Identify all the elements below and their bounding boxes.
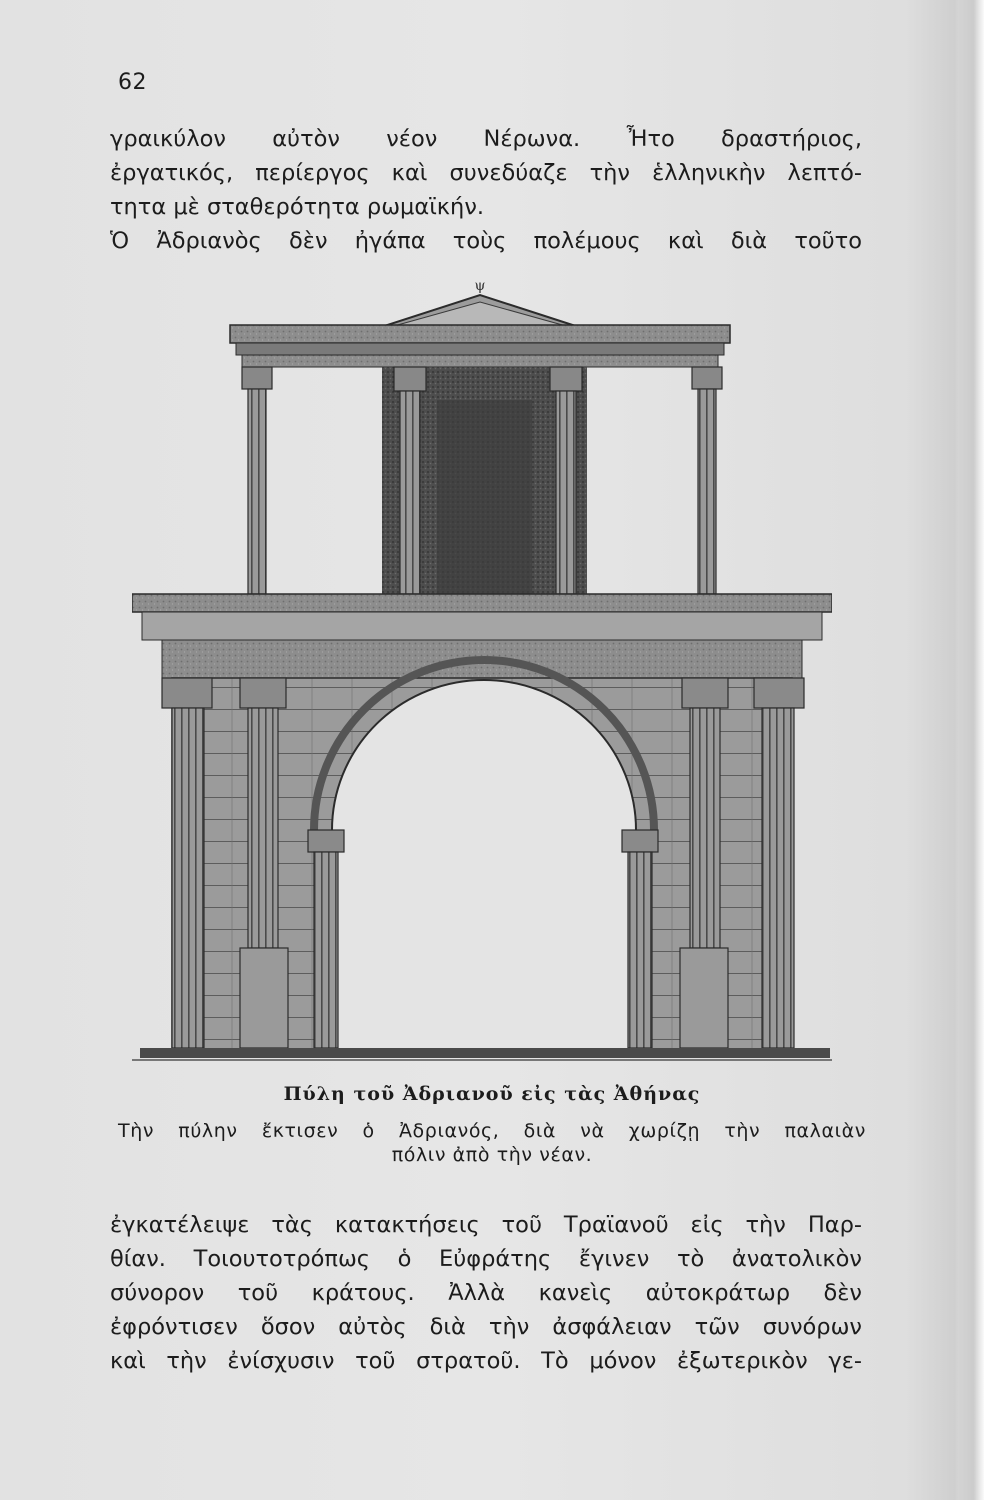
- caption-line: Τὴν πύλην ἔκτισεν ὁ Ἀδριανός, διὰ νὰ χωρίζῃ τὴν παλαιὰν: [118, 1120, 866, 1142]
- text-line: γραικύλον αὐτὸν νέον Νέρωνα. Ἦτο δραστήριος,: [110, 126, 862, 152]
- text-line: θίαν. Τοιουτοτρόπως ὁ Εὐφράτης ἔγινεν τὸ ἀνατολικὸν: [110, 1246, 862, 1272]
- text-line: ἐγκατέλειψε τὰς κατακτήσεις τοῦ Τραϊανοῦ εἰς τὴν Παρ-: [110, 1212, 862, 1238]
- hadrian-gate-engraving-icon: [132, 270, 832, 1075]
- text-line: ἐφρόντισεν ὅσον αὐτὸς διὰ τὴν ἀσφάλειαν τῶν συνόρων: [110, 1314, 862, 1340]
- text-line: ἐργατικός, περίεργος καὶ συνεδύαζε τὴν ἑλληνικὴν λεπτό-: [110, 160, 862, 186]
- text-line: Ὁ Ἀδριανὸς δὲν ἠγάπα τοὺς πολέμους καὶ διὰ τοῦτο: [110, 228, 862, 254]
- text-line: καὶ τὴν ἐνίσχυσιν τοῦ στρατοῦ. Τὸ μόνον ἐξωτερικὸν γε-: [110, 1348, 862, 1374]
- page-edge-shadow: [958, 0, 984, 1500]
- svg-text:ψ: ψ: [474, 278, 486, 294]
- text-line: τητα μὲ σταθερότητα ρωμαϊκήν.: [110, 194, 485, 220]
- figure-caption: [118, 1119, 866, 1167]
- top-paragraph: [110, 122, 862, 258]
- figure-caption-title: Πύλη τοῦ Ἀδριανοῦ εἰς τὰς Ἀθήνας: [283, 1083, 701, 1105]
- caption-line: πόλιν ἀπὸ τὴν νέαν.: [391, 1144, 593, 1166]
- hadrian-gate-illustration: [132, 270, 832, 1075]
- page-number: 62: [118, 70, 147, 95]
- bottom-paragraph: [110, 1208, 862, 1378]
- text-line: σύνορον τοῦ κράτους. Ἀλλὰ κανεὶς αὐτοκράτωρ δὲν: [110, 1280, 862, 1306]
